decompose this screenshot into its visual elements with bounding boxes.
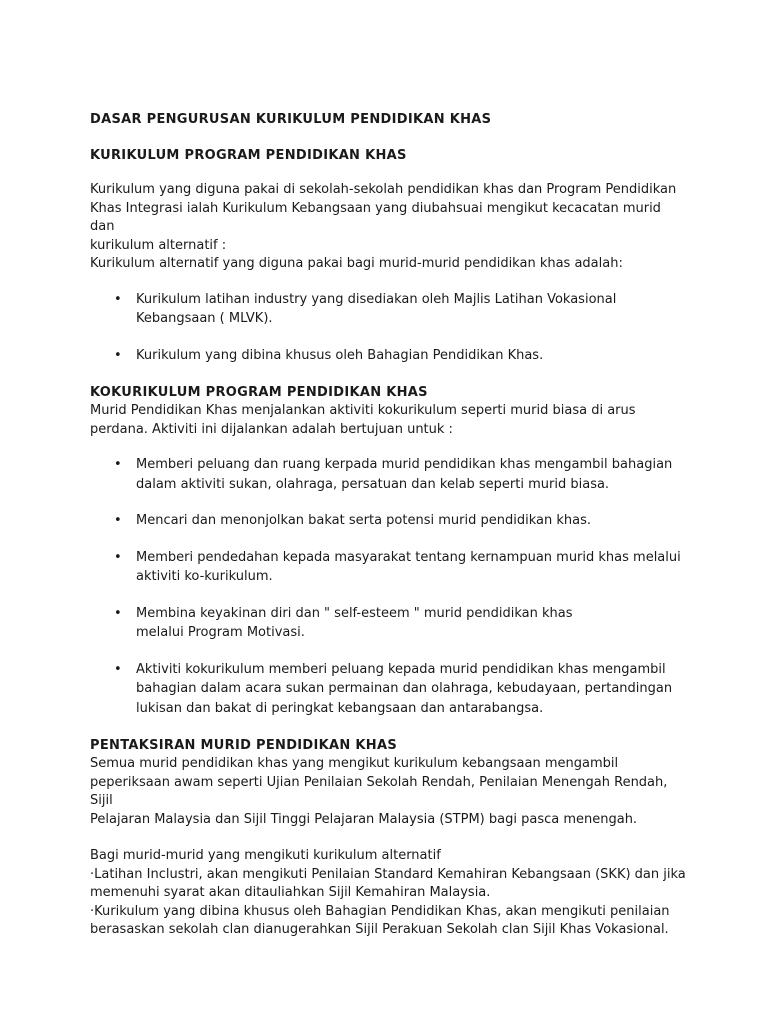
text-line: Kurikulum yang diguna pakai di sekolah-sekolah pendidikan khas dan Program Pendidikan [90,182,677,197]
text-line: ·Latihan Inclustri, akan mengikuti Penilaian Standard Kemahiran Kebangsaan (SKK) dan jika [90,866,686,882]
text-line: Khas Integrasi ialah Kurikulum Kebangsaan yang diubahsuai mengikut kecacatan murid dan [90,200,661,234]
text-line: Bagi murid-murid yang mengikuti kurikulum alternatif [90,848,441,863]
bullet-list-kurikulum [90,290,688,366]
list-item-line: lukisan dan bakat di peringkat kebangsaan dan antarabangsa. [136,700,544,716]
list-item-line: Kebangsaan ( MLVK). [136,311,273,326]
text-line: Kurikulum alternatif yang diguna pakai bagi murid-murid pendidikan khas adalah: [90,256,623,271]
list-item [90,455,688,494]
section-heading-pentaksiran: PENTAKSIRAN MURID PENDIDIKAN KHAS [90,738,397,753]
text-line: berasaskan sekolah clan dianugerahkan Sijil Perakuan Sekolah clan Sijil Khas Vokasional. [90,922,669,937]
list-item-line: • Memberi pendedahan kepada masyarakat tentang kernampuan murid khas melalui [136,549,681,565]
section-heading-kokurikulum: KOKURIKULUM PROGRAM PENDIDIKAN KHAS [90,385,428,400]
text-line: perdana. Aktiviti ini dijalankan adalah bertujuan untuk : [90,421,453,437]
list-item [90,511,688,531]
list-item [90,660,688,719]
list-item [90,604,688,643]
list-item [90,548,688,587]
list-item-line: • Aktiviti kokurikulum memberi peluang kepada murid pendidikan khas mengambil [136,661,666,677]
text-line: peperiksaan awam seperti Ujian Penilaian Sekolah Rendah, Penilaian Menengah Rendah, Sijil [90,774,668,808]
paragraph-pentaksiran [90,755,688,829]
list-item-line: • Mencari dan menonjolkan bakat serta potensi murid pendidikan khas. [136,513,591,528]
text-line: ·Kurikulum yang dibina khusus oleh Bahagian Pendidikan Khas, akan mengikuti penilaian [90,903,670,919]
text-line: Murid Pendidikan Khas menjalankan aktiviti kokurikulum seperti murid biasa di arus [90,403,636,418]
text-line: memenuhi syarat akan ditauliahkan Sijil Kemahiran Malaysia. [90,885,491,900]
list-item-line: • Memberi peluang dan ruang kerpada murid pendidikan khas mengambil bahagian [136,457,673,472]
document-title: DASAR PENGURUSAN KURIKULUM PENDIDIKAN KHAS [90,112,492,127]
text-line: Pelajaran Malaysia dan Sijil Tinggi Pelajaran Malaysia (STPM) bagi pasca menengah. [90,811,638,827]
list-item-line: melalui Program Motivasi. [136,625,305,640]
list-item [90,346,688,366]
text-line: Semua murid pendidikan khas yang mengikut kurikulum kebangsaan mengambil [90,756,619,771]
paragraph-kurikulum [90,181,688,274]
list-item-line: • Membina keyakinan diri dan " self-esteem " murid pendidikan khas [136,605,573,621]
section-heading-kurikulum: KURIKULUM PROGRAM PENDIDIKAN KHAS [90,148,407,163]
list-item-line: • Kurikulum yang dibina khusus oleh Bahagian Pendidikan Khas. [136,347,544,363]
text-line: kurikulum alternatif : [90,237,227,253]
list-item-line: • Kurikulum latihan industry yang disediakan oleh Majlis Latihan Vokasional [136,291,617,307]
list-item [90,290,688,329]
list-item-line: bahagian dalam acara sukan permainan dan olahraga, kebudayaan, pertandingan [136,681,673,696]
bullet-list-kokurikulum [90,455,688,718]
paragraph-alternatif [90,847,688,940]
paragraph-kokurikulum [90,402,688,439]
list-item-line: aktiviti ko-kurikulum. [136,569,273,584]
list-item-line: dalam aktiviti sukan, olahraga, persatuan dan kelab seperti murid biasa. [136,476,610,492]
